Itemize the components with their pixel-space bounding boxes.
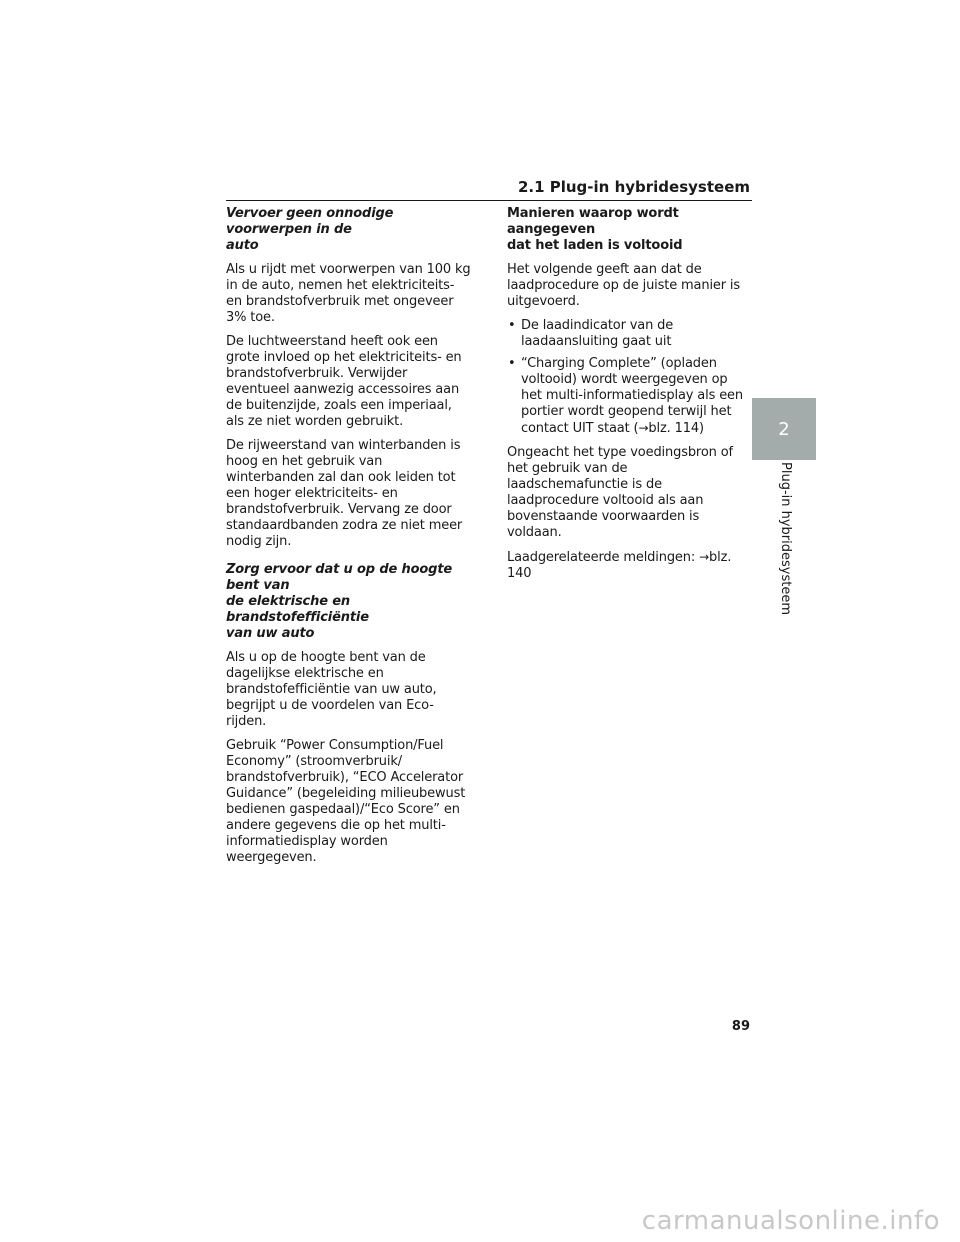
heading-efficiency bbox=[226, 562, 471, 642]
page-reference-link[interactable]: blz. 140 bbox=[507, 550, 732, 581]
related-label: Laadgerelateerde meldingen: bbox=[507, 550, 700, 565]
page-number: 89 bbox=[731, 1019, 750, 1034]
right-column bbox=[507, 206, 752, 590]
section-title: 2.1 Plug-in hybridesysteem bbox=[517, 178, 750, 196]
bullet-dot: • bbox=[508, 318, 516, 333]
heading-cargo-line2: auto bbox=[226, 238, 259, 253]
heading-cargo-line1: Vervoer geen onnodige voorwerpen in de bbox=[226, 206, 394, 237]
chapter-tab bbox=[752, 398, 816, 460]
charging-indicators-list bbox=[507, 318, 752, 437]
bullet-dot: • bbox=[508, 356, 516, 371]
heading-cargo bbox=[226, 206, 471, 254]
bullet-text: “Charging Complete” (opladen voltooid) wordt weergegeven op het multi-informatiedisplay als een portier wordt geopend terwijl het contact UIT staat ( bbox=[521, 356, 743, 436]
paragraph-related-messages bbox=[507, 549, 752, 582]
chapter-side-label-text: Plug-in hybridesysteem bbox=[778, 462, 793, 616]
heading-charging-line1: Manieren waarop wordt aangegeven bbox=[507, 206, 679, 237]
arrow-right-icon: → bbox=[638, 421, 649, 435]
header-divider bbox=[226, 200, 752, 201]
bullet-text-close: ) bbox=[698, 421, 704, 436]
bullet-text: De laadindicator van de laadaansluiting gaat uit bbox=[521, 318, 674, 349]
left-column bbox=[226, 206, 471, 874]
heading-efficiency-line3: van uw auto bbox=[226, 626, 315, 641]
paragraph-air-resistance: De luchtweerstand heeft ook een grote invloed op het elektriciteits- en brandstofverbruik. Verwijder eventueel aanwezig accessoires aan de buitenzijde, zoals een imperiaal, als ze niet worden gebruikt. bbox=[226, 334, 462, 429]
list-item bbox=[507, 356, 752, 437]
watermark: carmanualsonline.info bbox=[641, 1206, 940, 1236]
heading-charging-complete bbox=[507, 206, 752, 254]
paragraph-weight: Als u rijdt met voorwerpen van 100 kg in de auto, nemen het elektriciteits- en brandstofverbruik met ongeveer 3% toe. bbox=[226, 262, 471, 325]
list-item bbox=[507, 318, 752, 350]
heading-charging-line2: dat het laden is voltooid bbox=[507, 238, 683, 253]
paragraph-regardless: Ongeacht het type voedingsbron of het gebruik van de laadschemafunctie is de laadprocedure voltooid als aan bovenstaande voorwaarden is voldaan. bbox=[507, 445, 733, 540]
heading-efficiency-line1: Zorg ervoor dat u op de hoogte bent van bbox=[226, 562, 453, 593]
page-reference-link[interactable]: blz. 114 bbox=[648, 421, 699, 436]
arrow-right-icon: → bbox=[699, 550, 709, 564]
paragraph-charging-intro: Het volgende geeft aan dat de laadprocedure op de juiste manier is uitgevoerd. bbox=[507, 262, 741, 309]
heading-efficiency-line2: de elektrische en brandstofefficiëntie bbox=[226, 594, 369, 625]
paragraph-display-data: Gebruik “Power Consumption/Fuel Economy” (stroomverbruik/ brandstofverbruik), “ECO Accelerator Guidance” (begeleiding milieubewust bedienen gaspedaal)/“Eco Score” en andere gegevens die op het multi-informatiedisplay worden weergegeven. bbox=[226, 738, 466, 865]
chapter-number: 2 bbox=[778, 418, 790, 440]
paragraph-winter-tyres: De rijweerstand van winterbanden is hoog en het gebruik van winterbanden zal dan ook leiden tot een hoger elektriciteits- en brandstofverbruik. Vervang ze door standaardbanden zodra ze niet meer nodig zijn. bbox=[226, 438, 463, 549]
paragraph-eco-driving: Als u op de hoogte bent van de dagelijkse elektrische en brandstofefficiëntie van uw auto, begrijpt u de voordelen van Eco-rijden. bbox=[226, 650, 437, 729]
